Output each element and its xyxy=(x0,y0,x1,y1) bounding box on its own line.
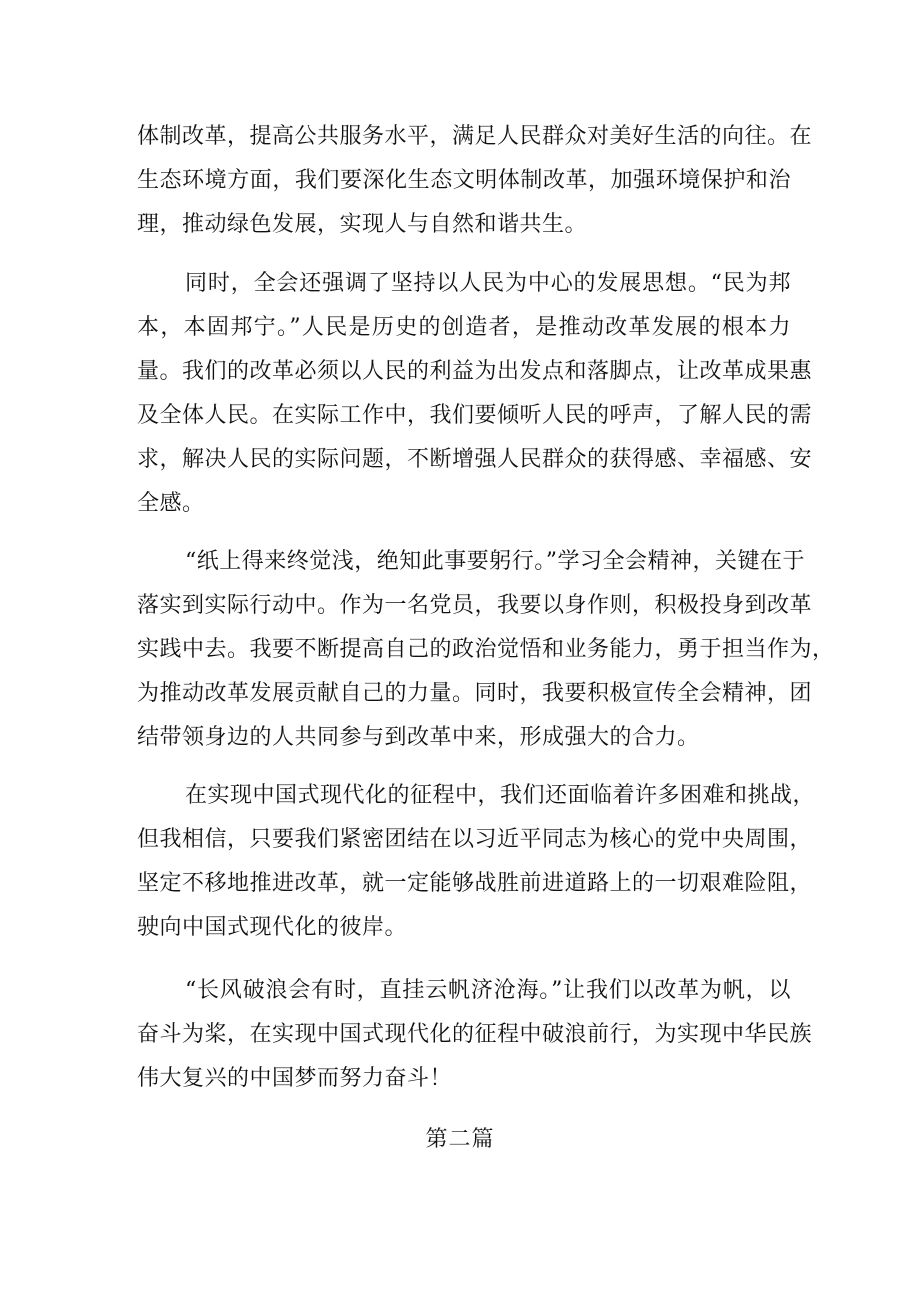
paragraph-4-line-2: 但我相信，只要我们紧密团结在以习近平同志为核心的党中央周围， xyxy=(137,827,813,852)
paragraph-1-line-3: 理，推动绿色发展，实现人与自然和谐共生。 xyxy=(137,212,588,237)
paragraph-3-line-1: “纸上得来终觉浅，绝知此事要躬行。”学习全会精神，关键在于 xyxy=(185,549,805,574)
paragraph-2-line-4: 及全体人民。在实际工作中，我们要倾听人民的呼声，了解人民的需 xyxy=(137,403,813,428)
section-heading: 第二篇 xyxy=(425,1127,495,1152)
paragraph-3-line-3: 实践中去。我要不断提高自己的政治觉悟和业务能力，勇于担当作为， xyxy=(137,637,835,662)
paragraph-1-line-1: 体制改革，提高公共服务水平，满足人民群众对美好生活的向往。在 xyxy=(137,124,813,149)
paragraph-4-line-4: 驶向中国式现代化的彼岸。 xyxy=(137,915,408,940)
paragraph-5-line-2: 奋斗为桨，在实现中国式现代化的征程中破浪前行，为实现中华民族 xyxy=(137,1022,813,1047)
paragraph-4-line-3: 坚定不移地推进改革，就一定能够战胜前进道路上的一切艰难险阻， xyxy=(137,871,813,896)
paragraph-2-line-6: 全感。 xyxy=(137,491,205,516)
paragraph-3-line-2: 落实到实际行动中。作为一名党员，我要以身作则，积极投身到改革 xyxy=(137,593,813,618)
paragraph-2-line-3: 量。我们的改革必须以人民的利益为出发点和落脚点，让改革成果惠 xyxy=(137,359,813,384)
paragraph-1-line-2: 生态环境方面，我们要深化生态文明体制改革，加强环境保护和治 xyxy=(137,168,791,193)
paragraph-3-line-4: 为推动改革发展贡献自己的力量。同时，我要积极宣传全会精神，团 xyxy=(137,681,813,706)
paragraph-5-line-3: 伟大复兴的中国梦而努力奋斗！ xyxy=(137,1066,453,1091)
paragraph-5-line-1: “长风破浪会有时，直挂云帆济沧海。”让我们以改革为帆，以 xyxy=(185,978,791,1003)
paragraph-2-line-5: 求，解决人民的实际问题，不断增强人民群众的获得感、幸福感、安 xyxy=(137,447,813,472)
paragraph-4-line-1: 在实现中国式现代化的征程中，我们还面临着许多困难和挑战， xyxy=(185,783,816,808)
paragraph-3-line-5: 结带领身边的人共同参与到改革中来，形成强大的合力。 xyxy=(137,725,700,750)
paragraph-2-line-1: 同时，全会还强调了坚持以人民为中心的发展思想。“民为邦 xyxy=(185,271,791,296)
paragraph-2-line-2: 本，本固邦宁。”人民是历史的创造者，是推动改革发展的根本力 xyxy=(137,315,791,340)
